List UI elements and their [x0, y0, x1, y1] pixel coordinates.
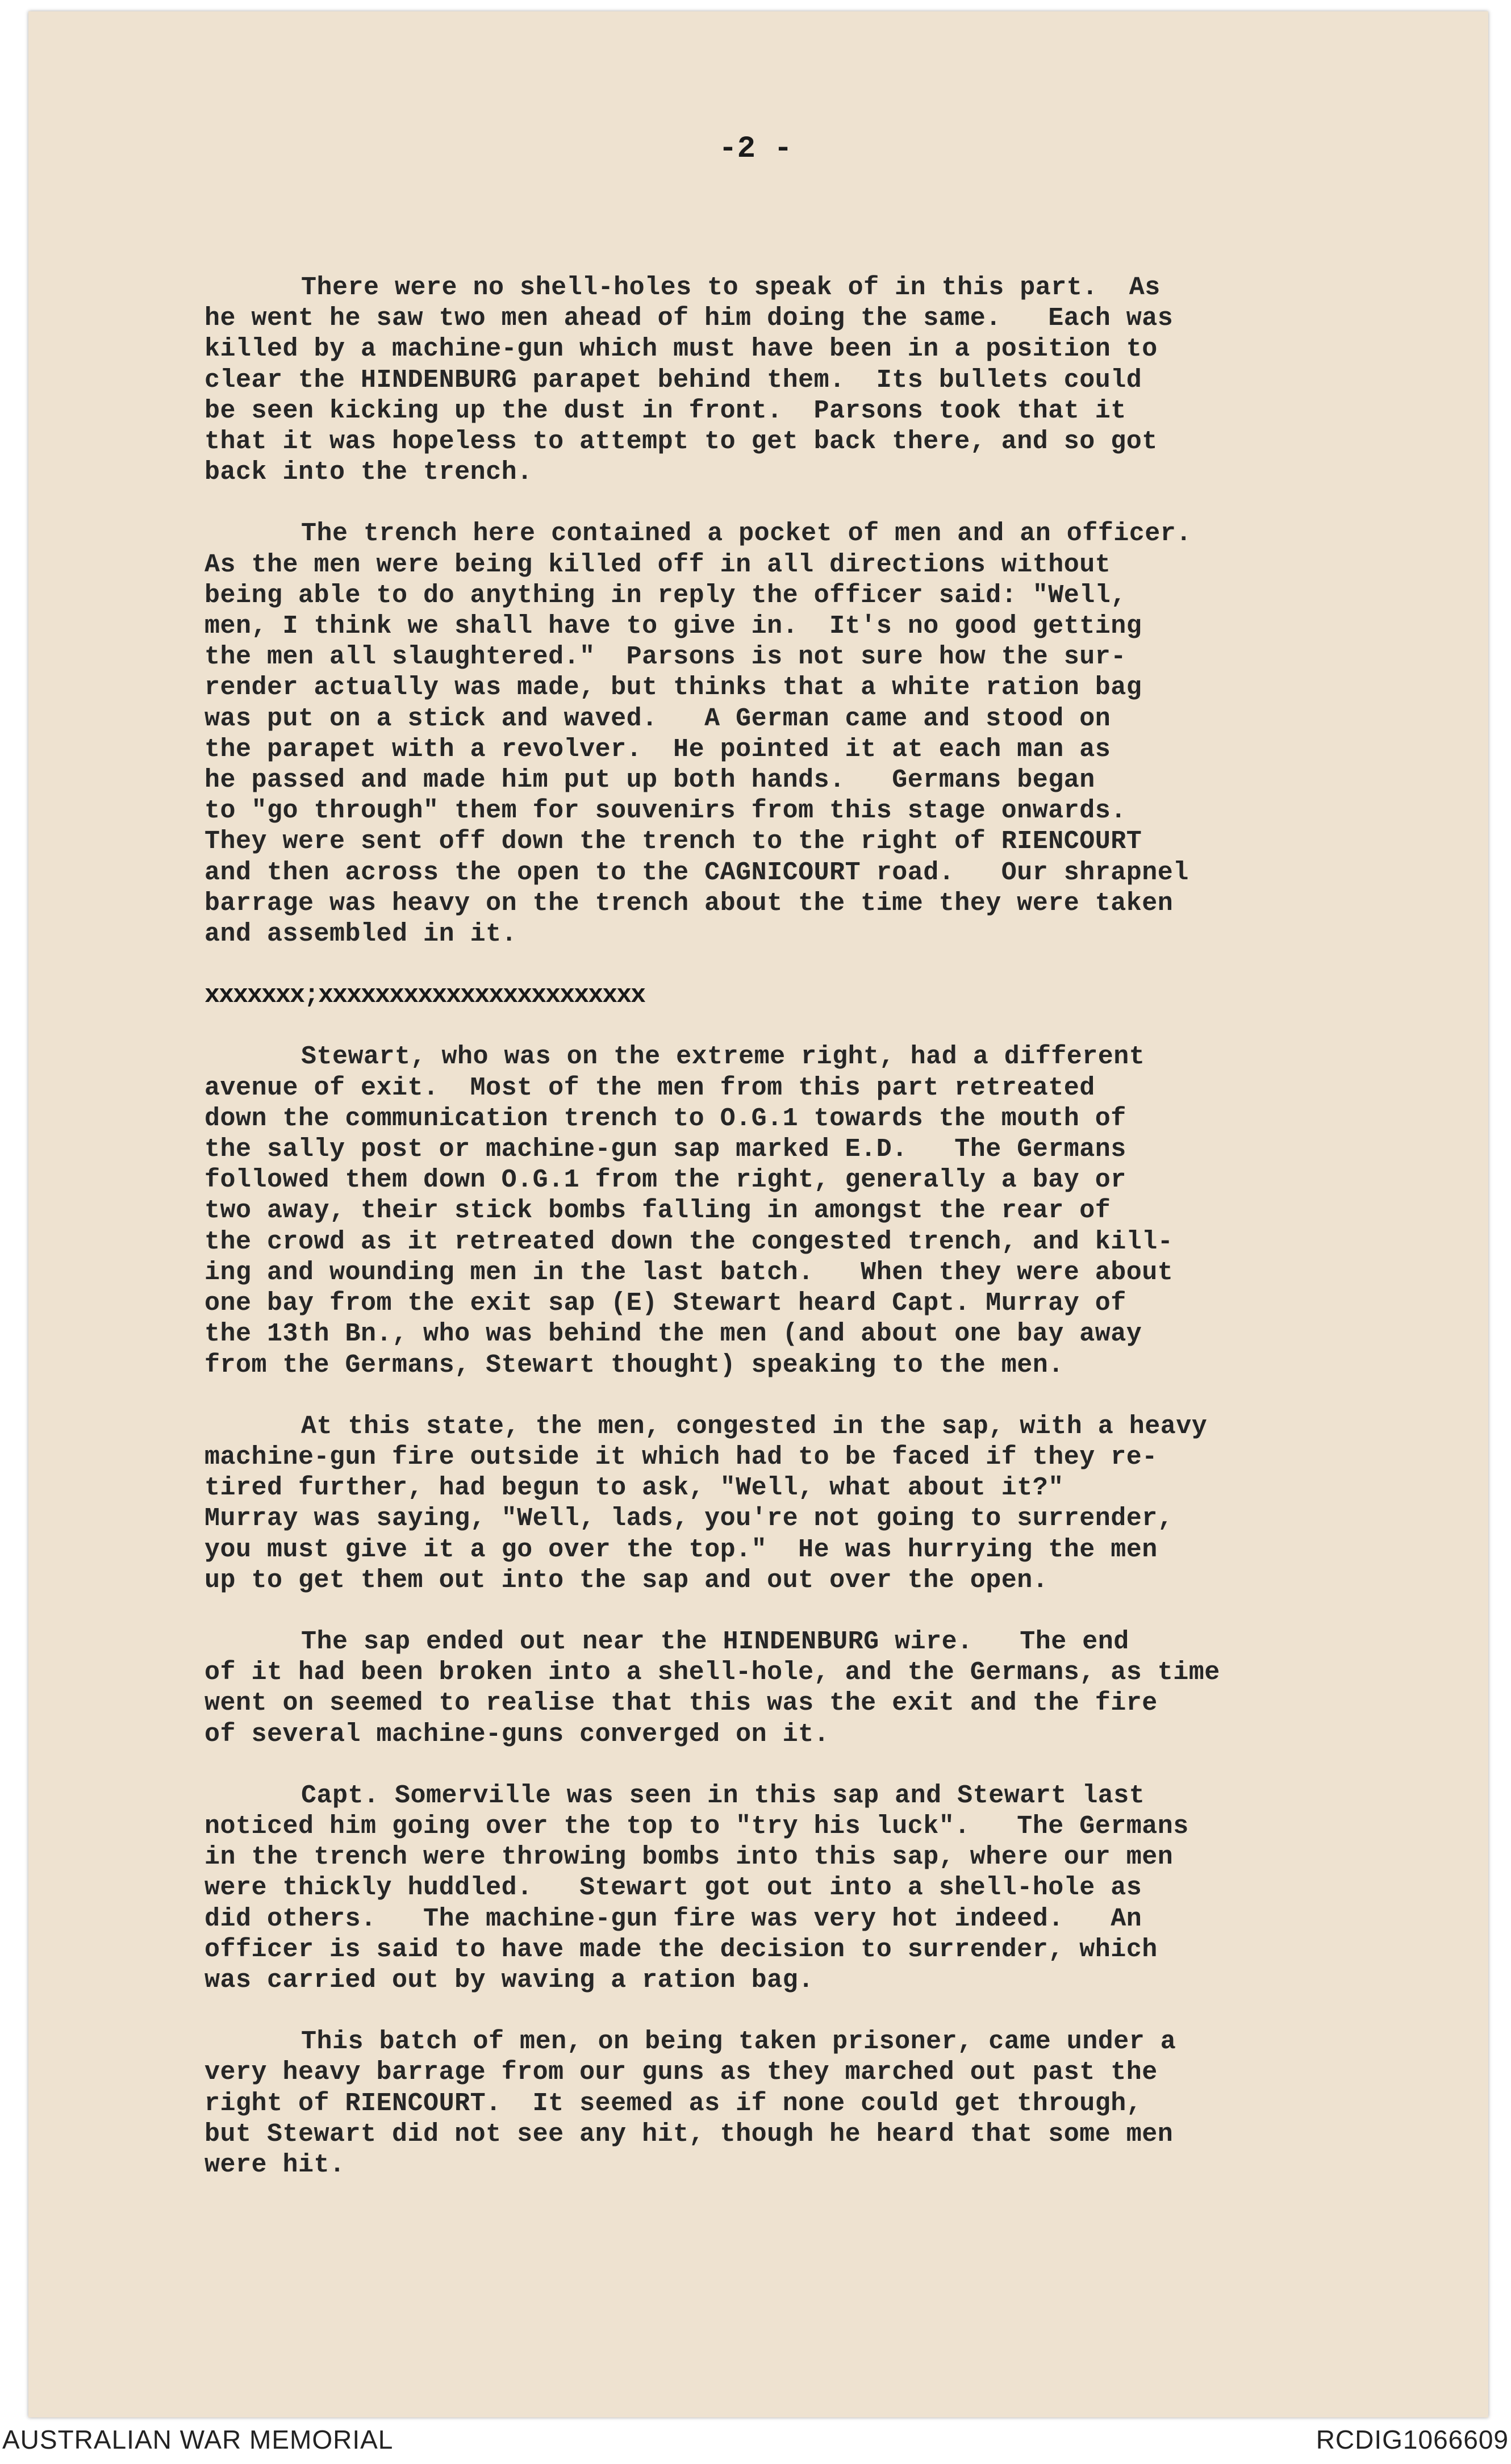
- text-line: Murray was saying, "Well, lads, you're not going to surrender,: [204, 1504, 1174, 1534]
- text-line: the parapet with a revolver. He pointed it at each man as: [204, 734, 1111, 764]
- document-body: [204, 273, 1409, 2211]
- text-line: the sally post or machine-gun sap marked E.D. The Germans: [204, 1135, 1126, 1164]
- archive-name: AUSTRALIAN WAR MEMORIAL: [2, 2425, 394, 2454]
- page-number: -2 -: [719, 132, 792, 166]
- paragraph-somerville: [204, 1781, 1409, 1996]
- text-line: right of RIENCOURT. It seemed as if none could get through,: [204, 2089, 1142, 2118]
- text-line: in the trench were throwing bombs into this sap, where our men: [204, 1843, 1174, 1872]
- text-line: render actually was made, but thinks that a white ration bag: [204, 673, 1142, 703]
- text-line: There were no shell-holes to speak of in this part. As: [301, 273, 1161, 302]
- text-line: followed them down O.G.1 from the right, generally a bay or: [204, 1166, 1126, 1195]
- text-line: This batch of men, on being taken prisoner, came under a: [301, 2027, 1176, 2057]
- text-line: The trench here contained a pocket of men and an officer.: [301, 519, 1192, 549]
- text-line: clear the HINDENBURG parapet behind them. Its bullets could: [204, 365, 1142, 395]
- paragraph-murray-orders: [204, 1411, 1409, 1596]
- text-line: you must give it a go over the top." He was hurrying the men: [204, 1535, 1158, 1564]
- text-line: went on seemed to realise that this was the exit and the fire: [204, 1689, 1158, 1718]
- text-line: Stewart, who was on the extreme right, had a different: [301, 1042, 1145, 1072]
- paragraph-barrage: [204, 2027, 1409, 2181]
- text-line: tired further, had begun to ask, "Well, what about it?": [204, 1473, 1064, 1503]
- text-line: but Stewart did not see any hit, though he heard that some men: [204, 2119, 1174, 2149]
- text-line: of several machine-guns converged on it.: [204, 1719, 830, 1749]
- text-line: that it was hopeless to attempt to get back there, and so got: [204, 427, 1158, 457]
- text-line: The sap ended out near the HINDENBURG wire. The end: [301, 1627, 1129, 1656]
- text-line: Capt. Somerville was seen in this sap and Stewart last: [301, 1781, 1145, 1810]
- text-line: ing and wounding men in the last batch. When they were about: [204, 1258, 1174, 1287]
- text-line: As the men were being killed off in all directions without: [204, 550, 1111, 579]
- text-line: to "go through" them for souvenirs from this stage onwards.: [204, 796, 1126, 826]
- text-line: men, I think we shall have to give in. It's no good getting: [204, 612, 1142, 641]
- text-line: very heavy barrage from our guns as they marched out past the: [204, 2058, 1158, 2087]
- text-line: officer is said to have made the decision to surrender, which: [204, 1935, 1158, 1964]
- text-line: At this state, the men, congested in the sap, with a heavy: [301, 1411, 1208, 1441]
- paragraph-stewart-exit: [204, 1042, 1409, 1380]
- text-line: back into the trench.: [204, 458, 533, 487]
- text-line: was carried out by waving a ration bag.: [204, 1965, 814, 1995]
- text-line: up to get them out into the sap and out over the open.: [204, 1565, 1049, 1595]
- record-id: RCDIG1066609: [1316, 2425, 1509, 2454]
- paragraph-parsons-shell-holes: [204, 273, 1409, 488]
- paragraph-sap-exit: [204, 1627, 1409, 1750]
- text-line: avenue of exit. Most of the men from this part retreated: [204, 1073, 1095, 1102]
- text-line: barrage was heavy on the trench about the time they were taken: [204, 888, 1174, 918]
- text-line: and then across the open to the CAGNICOURT road. Our shrapnel: [204, 858, 1189, 887]
- text-line: he passed and made him put up both hands. Germans began: [204, 766, 1095, 795]
- text-line: he went he saw two men ahead of him doing the same. Each was: [204, 304, 1174, 333]
- text-line: killed by a machine-gun which must have been in a position to: [204, 335, 1158, 364]
- text-line: and assembled in it.: [204, 920, 517, 949]
- text-line: noticed him going over the top to "try his luck". The Germans: [204, 1811, 1189, 1841]
- text-line: the men all slaughtered." Parsons is not sure how the sur-: [204, 642, 1126, 672]
- text-line: of it had been broken into a shell-hole, and the Germans, as time: [204, 1658, 1220, 1688]
- text-line: from the Germans, Stewart thought) speaking to the men.: [204, 1350, 1064, 1380]
- text-line: two away, their stick bombs falling in amongst the rear of: [204, 1196, 1111, 1226]
- text-line: machine-gun fire outside it which had to be faced if they re-: [204, 1442, 1158, 1472]
- text-line: They were sent off down the trench to the right of RIENCOURT: [204, 827, 1142, 857]
- text-line: one bay from the exit sap (E) Stewart heard Capt. Murray of: [204, 1289, 1126, 1318]
- text-line: down the communication trench to O.G.1 towards the mouth of: [204, 1104, 1126, 1133]
- struck-out-line: xxxxxxx;xxxxxxxxxxxxxxxxxxxxxxx: [204, 981, 645, 1010]
- text-line: the 13th Bn., who was behind the men (and about one bay away: [204, 1319, 1142, 1349]
- text-line: the crowd as it retreated down the congested trench, and kill-: [204, 1227, 1174, 1256]
- paragraph-trench-surrender: [204, 519, 1409, 950]
- text-line: be seen kicking up the dust in front. Parsons took that it: [204, 396, 1126, 425]
- text-line: being able to do anything in reply the officer said: "Well,: [204, 580, 1126, 610]
- text-line: were hit.: [204, 2150, 345, 2179]
- text-line: did others. The machine-gun fire was very hot indeed. An: [204, 1904, 1142, 1933]
- text-line: was put on a stick and waved. A German came and stood on: [204, 704, 1111, 733]
- text-line: were thickly huddled. Stewart got out into a shell-hole as: [204, 1873, 1142, 1903]
